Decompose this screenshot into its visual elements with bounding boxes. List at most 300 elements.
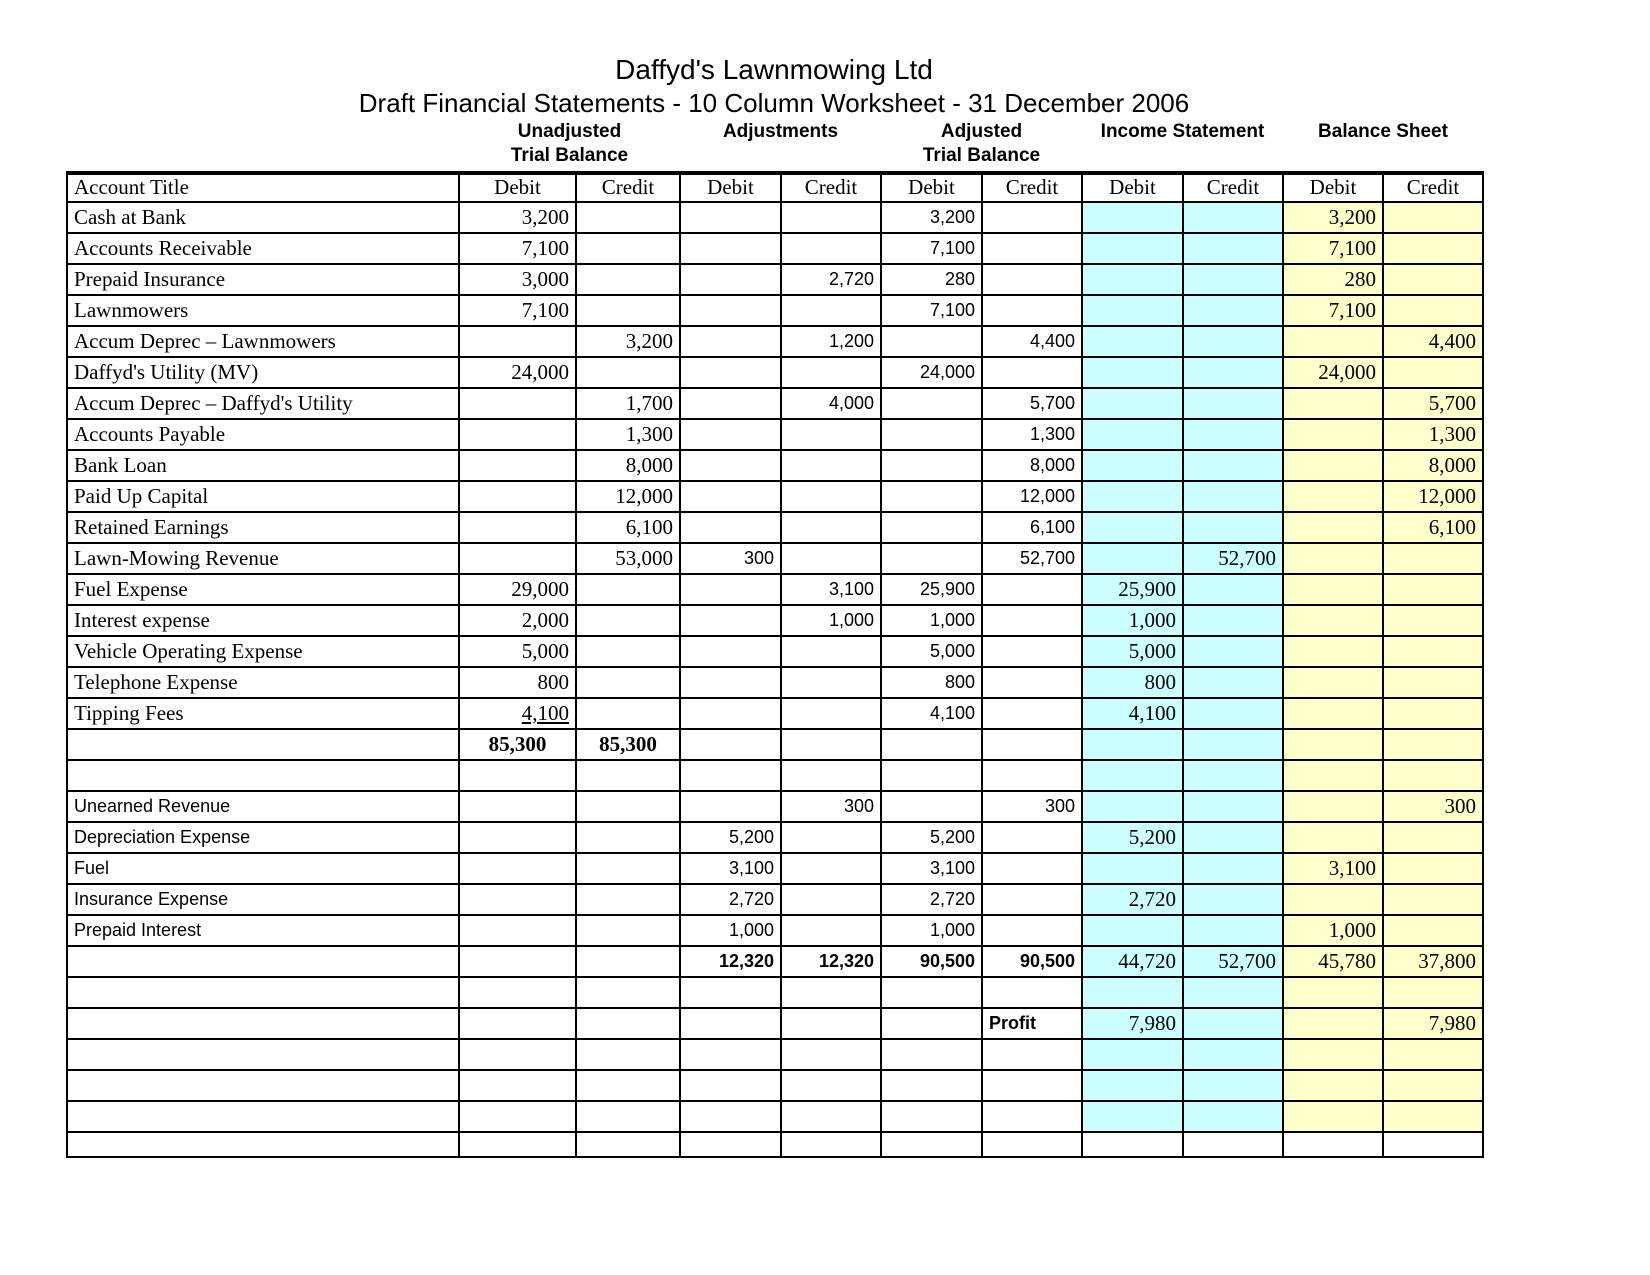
cell-atb-d <box>881 543 982 574</box>
cell-adj-c <box>781 295 881 326</box>
cell-is-d <box>1082 233 1183 264</box>
cell-bs-c: 6,100 <box>1383 512 1483 543</box>
title-block <box>66 52 1482 120</box>
cell-atb-c: 1,300 <box>982 419 1082 450</box>
cell-bs-d <box>1283 605 1383 636</box>
cell-bs-d <box>1283 1101 1383 1132</box>
header-atb-debit: Debit <box>881 173 982 202</box>
cell-adj-d: 1,000 <box>680 915 781 946</box>
cell-adj-d <box>680 1039 781 1070</box>
cell-adj-d: 3,100 <box>680 853 781 884</box>
cell-adj-c: 300 <box>781 791 881 822</box>
account-title-cell: Lawn-Mowing Revenue <box>67 543 459 574</box>
table-row-fuel-expense <box>67 574 1483 605</box>
account-title-cell <box>67 977 459 1008</box>
cell-utb-c <box>576 667 680 698</box>
cell-bs-c <box>1383 853 1483 884</box>
cell-is-d: 2,720 <box>1082 884 1183 915</box>
cell-bs-c: 1,300 <box>1383 419 1483 450</box>
cell-is-c <box>1183 1039 1283 1070</box>
cell-adj-c <box>781 822 881 853</box>
cell-utb-c <box>576 946 680 977</box>
account-title-cell: Prepaid Interest <box>67 915 459 946</box>
cell-utb-c <box>576 264 680 295</box>
cell-bs-d <box>1283 729 1383 760</box>
cell-bs-c <box>1383 543 1483 574</box>
cell-atb-c: 6,100 <box>982 512 1082 543</box>
cell-is-c <box>1183 760 1283 791</box>
cell-adj-d <box>680 512 781 543</box>
cell-is-c <box>1183 729 1283 760</box>
table-row-prepaid-insurance <box>67 264 1483 295</box>
cell-adj-c <box>781 419 881 450</box>
header-is-debit: Debit <box>1082 173 1183 202</box>
cell-adj-c <box>781 1070 881 1101</box>
cell-atb-c <box>982 295 1082 326</box>
cell-utb-d: 800 <box>459 667 576 698</box>
cell-adj-d <box>680 605 781 636</box>
account-title-cell: Insurance Expense <box>67 884 459 915</box>
cell-bs-c <box>1383 264 1483 295</box>
cell-atb-c <box>982 915 1082 946</box>
account-title-cell: Bank Loan <box>67 450 459 481</box>
cell-adj-c <box>781 760 881 791</box>
cell-bs-c <box>1383 729 1483 760</box>
cell-is-c <box>1183 233 1283 264</box>
cell-atb-d: 1,000 <box>881 915 982 946</box>
cell-bs-c <box>1383 1132 1483 1157</box>
cell-adj-c <box>781 977 881 1008</box>
cell-bs-d <box>1283 388 1383 419</box>
cell-utb-d <box>459 326 576 357</box>
cell-is-d <box>1082 760 1183 791</box>
cell-utb-d <box>459 946 576 977</box>
cell-atb-c <box>982 1101 1082 1132</box>
cell-adj-d <box>680 760 781 791</box>
cell-is-d <box>1082 512 1183 543</box>
account-title-cell: Accum Deprec – Daffyd's Utility <box>67 388 459 419</box>
cell-atb-c <box>982 233 1082 264</box>
cell-adj-c <box>781 853 881 884</box>
cell-bs-c <box>1383 295 1483 326</box>
cell-utb-c <box>576 295 680 326</box>
table-row-telephone-expense <box>67 667 1483 698</box>
cell-is-c <box>1183 1101 1283 1132</box>
table-row-fuel <box>67 853 1483 884</box>
cell-is-d <box>1082 202 1183 233</box>
cell-bs-d <box>1283 698 1383 729</box>
cell-adj-d <box>680 388 781 419</box>
cell-utb-d: 29,000 <box>459 574 576 605</box>
cell-bs-c: 4,400 <box>1383 326 1483 357</box>
table-row-lawn-mowing-revenue <box>67 543 1483 574</box>
account-title-cell: Fuel Expense <box>67 574 459 605</box>
cell-is-c <box>1183 667 1283 698</box>
table-row-empty <box>67 729 1483 760</box>
cell-is-d <box>1082 450 1183 481</box>
cell-atb-d: 3,100 <box>881 853 982 884</box>
cell-atb-d <box>881 977 982 1008</box>
cell-bs-c: 12,000 <box>1383 481 1483 512</box>
cell-utb-d <box>459 822 576 853</box>
account-title-cell <box>67 1008 459 1039</box>
cell-adj-d <box>680 264 781 295</box>
group-header-row <box>67 120 1483 173</box>
cell-is-d: 5,000 <box>1082 636 1183 667</box>
cell-atb-d: 7,100 <box>881 295 982 326</box>
cell-bs-d: 3,200 <box>1283 202 1383 233</box>
cell-is-d <box>1082 388 1183 419</box>
table-row-empty <box>67 1101 1483 1132</box>
cell-adj-d <box>680 791 781 822</box>
cell-adj-d <box>680 1070 781 1101</box>
cell-bs-c <box>1383 636 1483 667</box>
worksheet-table <box>66 120 1484 1158</box>
cell-atb-c: 4,400 <box>982 326 1082 357</box>
cell-bs-d <box>1283 667 1383 698</box>
account-title-cell: Unearned Revenue <box>67 791 459 822</box>
cell-atb-c: Profit <box>982 1008 1082 1039</box>
cell-adj-c: 1,200 <box>781 326 881 357</box>
cell-is-d <box>1082 915 1183 946</box>
cell-is-d <box>1082 791 1183 822</box>
cell-is-d <box>1082 729 1183 760</box>
cell-is-d <box>1082 326 1183 357</box>
cell-bs-d <box>1283 636 1383 667</box>
cell-bs-d <box>1283 1039 1383 1070</box>
account-title-cell: Paid Up Capital <box>67 481 459 512</box>
cell-bs-c: 7,980 <box>1383 1008 1483 1039</box>
cell-adj-c <box>781 512 881 543</box>
cell-is-c <box>1183 636 1283 667</box>
cell-utb-c <box>576 760 680 791</box>
header-adj-credit: Credit <box>781 173 881 202</box>
cell-atb-c <box>982 605 1082 636</box>
cell-is-d <box>1082 481 1183 512</box>
header-adj-debit: Debit <box>680 173 781 202</box>
table-row-bank-loan <box>67 450 1483 481</box>
table-row-profit <box>67 1008 1483 1039</box>
account-title-cell: Retained Earnings <box>67 512 459 543</box>
header-utb-debit: Debit <box>459 173 576 202</box>
cell-bs-d: 7,100 <box>1283 233 1383 264</box>
cell-bs-d: 1,000 <box>1283 915 1383 946</box>
account-title-cell: Cash at Bank <box>67 202 459 233</box>
cell-utb-c: 12,000 <box>576 481 680 512</box>
cell-is-c <box>1183 791 1283 822</box>
cell-is-c <box>1183 357 1283 388</box>
cell-utb-c <box>576 1070 680 1101</box>
cell-utb-d: 4,100 <box>459 698 576 729</box>
cell-atb-c: 12,000 <box>982 481 1082 512</box>
cell-utb-c <box>576 233 680 264</box>
cell-utb-c: 53,000 <box>576 543 680 574</box>
cell-utb-c <box>576 853 680 884</box>
worksheet-body <box>67 202 1483 1157</box>
cell-is-c <box>1183 419 1283 450</box>
cell-bs-d <box>1283 419 1383 450</box>
cell-utb-c <box>576 202 680 233</box>
cell-atb-d <box>881 791 982 822</box>
cell-atb-c <box>982 264 1082 295</box>
cell-atb-d: 24,000 <box>881 357 982 388</box>
cell-utb-d <box>459 853 576 884</box>
cell-is-d: 4,100 <box>1082 698 1183 729</box>
cell-adj-d <box>680 419 781 450</box>
cell-utb-d: 7,100 <box>459 233 576 264</box>
cell-bs-c <box>1383 1070 1483 1101</box>
cell-adj-c: 3,100 <box>781 574 881 605</box>
cell-adj-d <box>680 326 781 357</box>
cell-bs-d <box>1283 791 1383 822</box>
cell-utb-d <box>459 1132 576 1157</box>
cell-atb-d <box>881 1070 982 1101</box>
cell-atb-d <box>881 1039 982 1070</box>
cell-adj-c <box>781 233 881 264</box>
cell-is-d <box>1082 853 1183 884</box>
cell-is-d: 25,900 <box>1082 574 1183 605</box>
header-bs-debit: Debit <box>1283 173 1383 202</box>
cell-bs-c <box>1383 667 1483 698</box>
cell-atb-c <box>982 822 1082 853</box>
group-spacer <box>67 120 459 173</box>
table-row-empty <box>67 1070 1483 1101</box>
cell-utb-c <box>576 884 680 915</box>
cell-utb-d <box>459 1070 576 1101</box>
cell-atb-c <box>982 760 1082 791</box>
cell-utb-d: 5,000 <box>459 636 576 667</box>
group-balance-sheet: Balance Sheet <box>1283 120 1483 173</box>
table-row-accum-deprec-lawnmowers <box>67 326 1483 357</box>
table-row-vehicle-operating-expense <box>67 636 1483 667</box>
cell-atb-d: 280 <box>881 264 982 295</box>
cell-utb-c: 8,000 <box>576 450 680 481</box>
cell-adj-d <box>680 1008 781 1039</box>
cell-atb-d <box>881 729 982 760</box>
cell-bs-c <box>1383 233 1483 264</box>
account-title-cell: Accum Deprec – Lawnmowers <box>67 326 459 357</box>
cell-adj-c <box>781 543 881 574</box>
cell-bs-c <box>1383 574 1483 605</box>
column-header-account-title: Account Title <box>67 173 459 202</box>
cell-utb-d <box>459 884 576 915</box>
cell-adj-d <box>680 1101 781 1132</box>
cell-atb-c <box>982 853 1082 884</box>
cell-adj-d <box>680 698 781 729</box>
cell-is-d <box>1082 1101 1183 1132</box>
cell-atb-d: 5,200 <box>881 822 982 853</box>
cell-adj-c <box>781 1008 881 1039</box>
account-title-cell: Tipping Fees <box>67 698 459 729</box>
cell-bs-c: 300 <box>1383 791 1483 822</box>
cell-utb-c <box>576 1132 680 1157</box>
cell-atb-d <box>881 388 982 419</box>
cell-utb-d: 85,300 <box>459 729 576 760</box>
cell-utb-d <box>459 512 576 543</box>
cell-atb-d <box>881 760 982 791</box>
cell-adj-c <box>781 357 881 388</box>
table-row-prepaid-interest <box>67 915 1483 946</box>
cell-utb-c <box>576 698 680 729</box>
cell-is-c <box>1183 605 1283 636</box>
table-row-daffyd-s-utility-mv <box>67 357 1483 388</box>
worksheet-subtitle: Draft Financial Statements - 10 Column Worksheet - 31 December 2006 <box>358 88 1190 118</box>
header-bs-credit: Credit <box>1383 173 1483 202</box>
table-row-interest-expense <box>67 605 1483 636</box>
cell-utb-d <box>459 543 576 574</box>
cell-utb-c: 1,300 <box>576 419 680 450</box>
account-title-cell <box>67 1101 459 1132</box>
cell-utb-d <box>459 388 576 419</box>
cell-atb-d <box>881 1101 982 1132</box>
header-is-credit: Credit <box>1183 173 1283 202</box>
cell-is-d: 800 <box>1082 667 1183 698</box>
account-title-cell: Daffyd's Utility (MV) <box>67 357 459 388</box>
cell-is-c <box>1183 574 1283 605</box>
account-title-cell <box>67 1039 459 1070</box>
account-title-cell: Accounts Payable <box>67 419 459 450</box>
cell-atb-d <box>881 481 982 512</box>
cell-atb-d <box>881 512 982 543</box>
cell-adj-c <box>781 884 881 915</box>
header-utb-credit: Credit <box>576 173 680 202</box>
account-title-cell: Accounts Receivable <box>67 233 459 264</box>
cell-bs-d: 45,780 <box>1283 946 1383 977</box>
cell-bs-d <box>1283 512 1383 543</box>
cell-adj-c <box>781 636 881 667</box>
cell-atb-c <box>982 357 1082 388</box>
cell-utb-c <box>576 636 680 667</box>
cell-is-c <box>1183 202 1283 233</box>
cell-atb-c <box>982 977 1082 1008</box>
cell-atb-c <box>982 1132 1082 1157</box>
cell-utb-d <box>459 419 576 450</box>
cell-utb-c: 1,700 <box>576 388 680 419</box>
header-atb-credit: Credit <box>982 173 1082 202</box>
company-title: Daffyd's Lawnmowing Ltd <box>615 54 933 85</box>
cell-utb-d: 7,100 <box>459 295 576 326</box>
cell-atb-d <box>881 1008 982 1039</box>
cell-utb-d <box>459 1101 576 1132</box>
cell-adj-d <box>680 481 781 512</box>
account-title-cell: Telephone Expense <box>67 667 459 698</box>
cell-bs-d <box>1283 822 1383 853</box>
cell-is-c <box>1183 698 1283 729</box>
cell-atb-c <box>982 1039 1082 1070</box>
cell-utb-d <box>459 481 576 512</box>
cell-utb-c <box>576 1008 680 1039</box>
cell-utb-d: 3,200 <box>459 202 576 233</box>
cell-adj-d <box>680 636 781 667</box>
cell-adj-c: 1,000 <box>781 605 881 636</box>
cell-utb-d: 3,000 <box>459 264 576 295</box>
cell-adj-d: 5,200 <box>680 822 781 853</box>
cell-is-d: 5,200 <box>1082 822 1183 853</box>
cell-adj-c <box>781 729 881 760</box>
cell-bs-d <box>1283 884 1383 915</box>
table-row-accounts-receivable <box>67 233 1483 264</box>
cell-adj-c <box>781 1039 881 1070</box>
account-title-cell: Depreciation Expense <box>67 822 459 853</box>
cell-utb-c <box>576 791 680 822</box>
cell-adj-d: 12,320 <box>680 946 781 977</box>
cell-is-d <box>1082 977 1183 1008</box>
cell-utb-d <box>459 915 576 946</box>
cell-utb-d <box>459 791 576 822</box>
cell-adj-d <box>680 295 781 326</box>
table-row-accum-deprec-daffyd-s-utility <box>67 388 1483 419</box>
cell-bs-d <box>1283 1070 1383 1101</box>
cell-utb-c <box>576 605 680 636</box>
cell-bs-d: 24,000 <box>1283 357 1383 388</box>
account-title-cell: Lawnmowers <box>67 295 459 326</box>
cell-utb-c <box>576 357 680 388</box>
table-row-retained-earnings <box>67 512 1483 543</box>
cell-adj-c: 2,720 <box>781 264 881 295</box>
cell-atb-d: 90,500 <box>881 946 982 977</box>
cell-adj-d <box>680 667 781 698</box>
cell-is-c: 52,700 <box>1183 946 1283 977</box>
cell-bs-c <box>1383 1101 1483 1132</box>
cell-atb-c <box>982 574 1082 605</box>
account-title-cell: Fuel <box>67 853 459 884</box>
cell-utb-d: 24,000 <box>459 357 576 388</box>
cell-atb-d: 5,000 <box>881 636 982 667</box>
cell-is-d <box>1082 1039 1183 1070</box>
cell-is-c <box>1183 326 1283 357</box>
cell-is-c <box>1183 822 1283 853</box>
cell-bs-d <box>1283 1132 1383 1157</box>
cell-bs-d <box>1283 543 1383 574</box>
cell-adj-d <box>680 729 781 760</box>
cell-is-c <box>1183 1132 1283 1157</box>
cell-bs-d <box>1283 977 1383 1008</box>
cell-bs-c <box>1383 1039 1483 1070</box>
group-adjusted-trial-balance: Adjusted Trial Balance <box>881 120 1082 173</box>
cell-is-d <box>1082 357 1183 388</box>
cell-utb-c <box>576 1039 680 1070</box>
cell-is-c <box>1183 1008 1283 1039</box>
cell-is-d <box>1082 295 1183 326</box>
cell-bs-c: 8,000 <box>1383 450 1483 481</box>
cell-is-d <box>1082 419 1183 450</box>
cell-is-c <box>1183 915 1283 946</box>
cell-adj-d <box>680 450 781 481</box>
table-row-empty <box>67 977 1483 1008</box>
group-unadjusted-trial-balance: Unadjusted Trial Balance <box>459 120 680 173</box>
account-title-cell <box>67 946 459 977</box>
cell-atb-d: 1,000 <box>881 605 982 636</box>
cell-bs-c <box>1383 977 1483 1008</box>
cell-bs-c <box>1383 605 1483 636</box>
cell-atb-d: 4,100 <box>881 698 982 729</box>
cell-atb-c <box>982 636 1082 667</box>
cell-is-c <box>1183 481 1283 512</box>
table-row-empty <box>67 1039 1483 1070</box>
cell-atb-c: 5,700 <box>982 388 1082 419</box>
cell-atb-c: 8,000 <box>982 450 1082 481</box>
account-title-cell <box>67 729 459 760</box>
cell-is-d <box>1082 264 1183 295</box>
table-row-empty <box>67 946 1483 977</box>
cell-is-d: 7,980 <box>1082 1008 1183 1039</box>
cell-utb-d: 2,000 <box>459 605 576 636</box>
cell-adj-d <box>680 574 781 605</box>
cell-adj-d <box>680 357 781 388</box>
cell-bs-c <box>1383 822 1483 853</box>
cell-bs-d <box>1283 481 1383 512</box>
cell-adj-c <box>781 1132 881 1157</box>
